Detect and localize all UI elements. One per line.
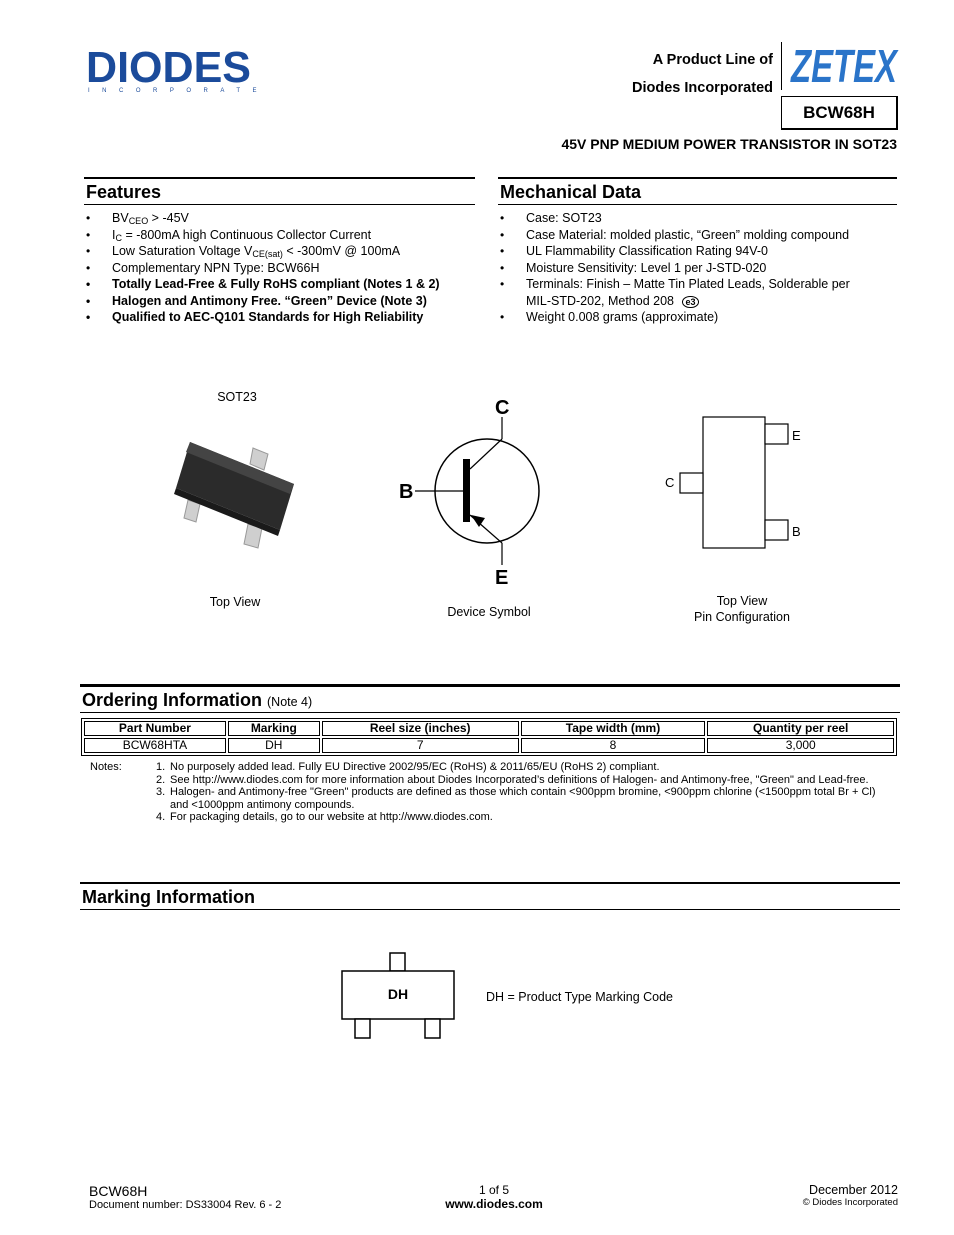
ordering-heading: Ordering Information (Note 4)	[80, 684, 900, 713]
table-cell: DH	[228, 738, 320, 753]
diodes-logo	[86, 46, 258, 96]
table-cell: BCW68HTA	[84, 738, 226, 753]
marking-heading: Marking Information	[80, 882, 900, 910]
symbol-emitter-label: E	[495, 567, 509, 589]
mechanical-item: • UL Flammability Classification Rating 94V-0	[498, 243, 897, 260]
product-line-1: A Product Line of	[652, 52, 773, 68]
mechanical-item: • Weight 0.008 grams (approximate)	[498, 309, 897, 326]
note-item: 2. See http://www.diodes.com for more information about Diodes Incorporated’s definitions of Halogen- and Antimony-free, "Green" and Lead-free.	[156, 773, 869, 786]
mechanical-item: • Moisture Sensitivity: Level 1 per J-STD-020	[498, 260, 897, 277]
top-view-caption: Top View	[209, 595, 261, 609]
ordering-table-wrap	[81, 718, 897, 756]
device-symbol-diagram	[395, 393, 555, 593]
table-cell: 8	[521, 738, 706, 753]
note-item: 1. No purposely added lead. Fully EU Directive 2002/95/EC (RoHS) & 2011/65/EU (RoHS 2) compliant.	[156, 761, 660, 773]
notes-block	[90, 761, 890, 824]
footer-copyright: © Diodes Incorporated	[802, 1197, 898, 1208]
feature-item: • Low Saturation Voltage $V_{CE(sat)} < -300mV$ @ 100mA	[84, 243, 475, 260]
package-label: SOT23	[217, 390, 257, 404]
column-header: Part Number	[84, 721, 226, 736]
footer-right	[803, 1183, 898, 1208]
feature-item: • Complementary NPN Type: BCW66H	[84, 260, 475, 277]
product-line-2: Diodes Incorporated	[632, 80, 773, 96]
pin-c-label: C	[665, 475, 675, 490]
features-list	[84, 210, 475, 326]
symbol-base-label: B	[399, 481, 414, 503]
features-heading: Features	[84, 177, 475, 205]
column-header: Marking	[228, 721, 320, 736]
marking-package-diagram	[335, 948, 465, 1043]
ordering-table	[81, 718, 897, 756]
footer-website-link[interactable]: www.diodes.com	[445, 1197, 543, 1211]
feature-item: • $BV_{CEO} > -45V$	[84, 210, 475, 227]
e3-icon: e3	[682, 296, 698, 308]
marking-section	[80, 882, 900, 910]
product-line-text	[632, 46, 773, 102]
footer-date: December 2012	[809, 1183, 898, 1197]
feature-item: • Halogen and Antimony Free. “Green” Device (Note 3)	[84, 293, 475, 310]
table-header-row	[84, 721, 894, 736]
marking-legend: DH = Product Type Marking Code	[486, 990, 674, 1004]
pin-top-view-caption: Top View	[716, 594, 768, 608]
pin-configuration-caption: Pin Configuration	[694, 609, 790, 624]
mechanical-list	[498, 210, 897, 326]
device-symbol-caption: Device Symbol	[447, 605, 531, 619]
symbol-collector-label: C	[495, 397, 510, 419]
notes-list	[90, 761, 890, 824]
zetex-logo	[789, 42, 899, 86]
document-subtitle: 45V PNP MEDIUM POWER TRANSISTOR IN SOT23	[561, 136, 897, 152]
pin-configuration-diagram	[655, 412, 815, 557]
mechanical-heading: Mechanical Data	[498, 177, 897, 205]
table-cell: 3,000	[707, 738, 894, 753]
mechanical-item: • Terminals: Finish – Matte Tin Plated Leads, Solderable per MIL-STD-202, Method 208 e3	[498, 276, 897, 309]
sot23-package-image	[168, 440, 300, 555]
footer-part-number: BCW68H	[89, 1183, 148, 1199]
pin-e-label: E	[792, 428, 801, 443]
feature-item: • Totally Lead-Free & Fully RoHS compliant (Notes 1 & 2)	[84, 276, 475, 293]
part-number-box: BCW68H	[781, 96, 898, 130]
diodes-logo-text: DIODES	[86, 46, 251, 92]
column-header: Reel size (inches)	[322, 721, 519, 736]
features-section	[84, 177, 475, 326]
marking-code-text: DH	[387, 986, 409, 1002]
column-header: Tape width (mm)	[521, 721, 706, 736]
column-header: Quantity per reel	[707, 721, 894, 736]
zetex-logo-text: ZETEX	[789, 42, 899, 86]
feature-item: • Qualified to AEC-Q101 Standards for High Reliability	[84, 309, 475, 326]
footer-document-number: Document number: DS33004 Rev. 6 - 2	[89, 1199, 282, 1211]
mechanical-section	[498, 177, 897, 326]
footer-center	[427, 1183, 561, 1211]
note-item: 3. Halogen- and Antimony-free "Green" products are defined as those which contain <900ppm bromine, <900ppm chlorine (<1500ppm total Br + Cl) and <1000ppm antimony compounds.	[156, 786, 876, 811]
note-item: 4. For packaging details, go to our website at http://www.diodes.com.	[156, 811, 493, 823]
ordering-section	[80, 684, 900, 713]
feature-item: • $I_C = -800mA$ high Continuous Collector Current	[84, 227, 475, 244]
header-divider	[781, 42, 782, 90]
pin-config-caption	[682, 594, 802, 625]
notes-label: Notes:	[90, 761, 122, 773]
table-cell: 7	[322, 738, 519, 753]
mechanical-item: • Case: SOT23	[498, 210, 897, 227]
mechanical-item: • Case Material: molded plastic, “Green” molding compound	[498, 227, 897, 244]
diodes-logo-subtext: INCORPORAT	[88, 88, 253, 94]
footer-left	[89, 1183, 281, 1211]
table-row	[84, 738, 894, 753]
footer-page-number: 1 of 5	[478, 1183, 510, 1197]
pin-b-label: B	[792, 524, 801, 539]
